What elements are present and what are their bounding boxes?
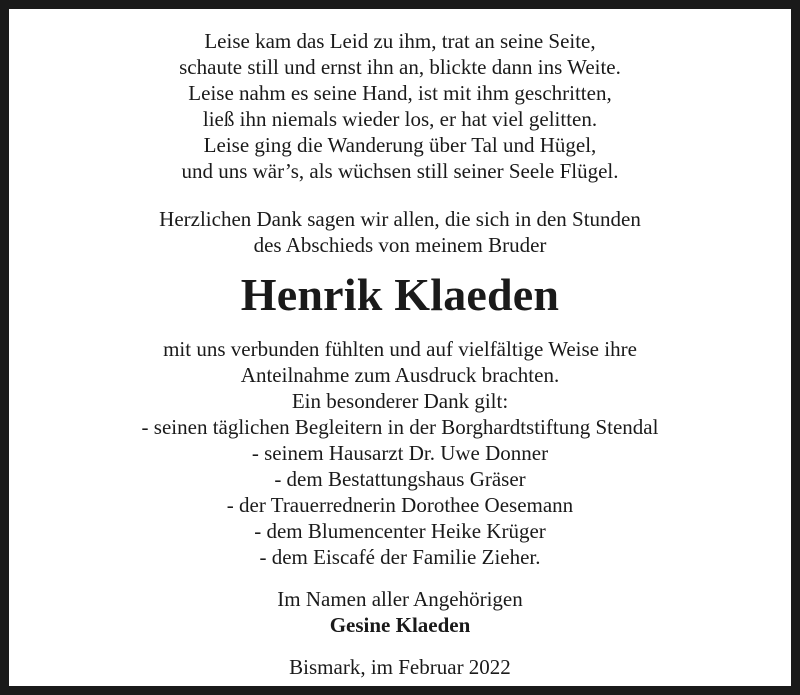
body-line: - dem Bestattungshaus Gräser [274, 467, 526, 491]
thanks-body [9, 336, 791, 570]
body-line: - seinem Hausarzt Dr. Uwe Donner [251, 441, 549, 465]
place-date [9, 654, 791, 680]
thanks-line: Herzlichen Dank sagen wir allen, die sich in den Stunden [159, 207, 641, 231]
poem-line: Leise nahm es seine Hand, ist mit ihm geschritten, [188, 81, 612, 105]
body-line: - der Trauerrednerin Dorothee Oesemann [226, 493, 574, 517]
poem-line: Leise ging die Wanderung über Tal und Hügel, [203, 133, 597, 157]
poem-line: und uns wär’s, als wüchsen still seiner Seele Flügel. [181, 159, 619, 183]
body-line: Anteilnahme zum Ausdruck brachten. [240, 363, 560, 387]
poem-line: ließ ihn niemals wieder los, er hat viel gelitten. [202, 107, 598, 131]
thanks-line: des Abschieds von meinem Bruder [253, 233, 547, 257]
body-line: - dem Eiscafé der Familie Zieher. [259, 545, 541, 569]
signer-name: Gesine Klaeden [329, 613, 471, 637]
poem-line: Leise kam das Leid zu ihm, trat an seine Seite, [204, 29, 596, 53]
closing [9, 586, 791, 638]
place-date-text: Bismark, im Februar 2022 [289, 655, 511, 679]
poem [9, 28, 791, 184]
deceased-name: Henrik Klaeden [240, 269, 560, 320]
body-line: - dem Blumencenter Heike Krüger [254, 519, 546, 543]
body-line: Ein besonderer Dank gilt: [291, 389, 509, 413]
body-line: - seinen täglichen Begleitern in der Borghardtstiftung Stendal [141, 415, 659, 439]
body-line: mit uns verbunden fühlten und auf vielfältige Weise ihre [163, 337, 637, 361]
poem-line: schaute still und ernst ihn an, blickte dann ins Weite. [179, 55, 621, 79]
closing-line: Im Namen aller Angehörigen [277, 587, 523, 611]
thanks-intro [9, 206, 791, 258]
